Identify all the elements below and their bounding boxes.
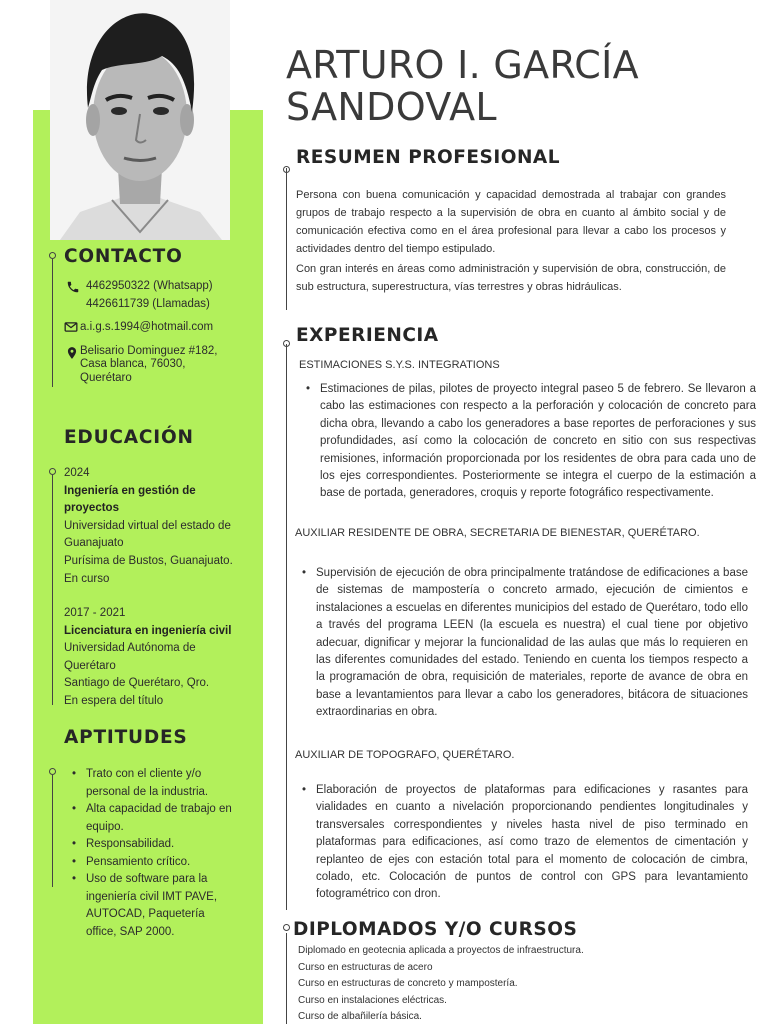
- education-timeline-dot: [49, 468, 56, 475]
- education-status: En curso: [64, 572, 110, 585]
- education-status: En espera del título: [64, 694, 164, 707]
- experience-job-title: AUXILIAR DE TOPOGRAFO, QUERÉTARO.: [295, 749, 515, 761]
- experience-job-title: ESTIMACIONES S.Y.S. INTEGRATIONS: [299, 359, 500, 371]
- education-school: Universidad virtual del estado de: [64, 519, 231, 532]
- summary-timeline-line: [286, 168, 287, 310]
- summary-section-title: RESUMEN PROFESIONAL: [296, 147, 561, 168]
- education-place: Purísima de Bustos, Guanajuato.: [64, 554, 233, 567]
- contact-section-title: CONTACTO: [64, 246, 183, 267]
- education-degree: Ingeniería en gestión de: [64, 484, 196, 497]
- course-item: Diplomado en geotecnia aplicada a proyectos de infraestructura.: [298, 945, 584, 956]
- email-icon: [64, 320, 78, 334]
- summary-timeline-dot: [283, 166, 290, 173]
- course-item: Curso en estructuras de concreto y mampostería.: [298, 978, 518, 989]
- courses-list: [298, 943, 718, 1024]
- course-item: Curso en estructuras de acero: [298, 961, 433, 973]
- contact-timeline-line: [52, 259, 53, 387]
- education-year: 2024: [64, 467, 90, 479]
- candidate-name-line1: ARTURO I. GARCÍA: [286, 43, 639, 87]
- education-school-cont: Guanajuato: [64, 537, 124, 550]
- course-item: Curso de albañilería básica.: [298, 1011, 422, 1022]
- contact-phone-whatsapp: 4462950322 (Whatsapp): [86, 280, 213, 292]
- location-pin-icon: [65, 346, 79, 360]
- education-school: Universidad Autónoma de: [64, 642, 196, 655]
- skill-item: • Uso de software para la ingeniería civil IMT PAVE, AUTOCAD, Paquetería office, SAP 2000.: [70, 871, 235, 941]
- experience-job-description: • Estimaciones de pilas, pilotes de proyecto integral paseo 5 de febrero. Se llevaron a cabo las estimaciones con respecto a la perforación y colocación de concreto para dicha obra, llevando a cabo los generadores a base reportes de perforaciones y sus profundidades, así como la colocación de concreto en sitio con sus respectivas remisiones, información proporcionada por los residentes de obra para cada uno de los ejes correspondientes. Posteriormente se integra el cuerpo de la estimación a base de portada, generadores, croquis y reporte fotográfico respectivamente.: [300, 381, 756, 503]
- courses-section-title: DIPLOMADOS Y/O CURSOS: [293, 919, 578, 940]
- contact-address-line3: Querétaro: [80, 372, 132, 384]
- skill-item: • Alta capacidad de trabajo en equipo.: [70, 801, 235, 836]
- skills-timeline-line: [52, 775, 53, 887]
- education-degree: Licenciatura en ingeniería civil: [64, 624, 232, 637]
- experience-timeline-dot: [283, 340, 290, 347]
- candidate-name: [286, 44, 756, 128]
- courses-timeline-line: [286, 933, 287, 1024]
- education-degree-cont: proyectos: [64, 502, 119, 515]
- summary-paragraph-1: Persona con buena comunicación y capacidad demostrada al trabajar con grandes grupos de trabajo respecto a la supervisión de obra en cuanto al ámbito social y de comunicación efectiva como en el área profesional para llevar a cabo los procesos y actividades dentro del tiempo estipulado.: [296, 189, 726, 255]
- skill-item: • Pensamiento crítico.: [70, 854, 235, 872]
- education-item-1: [64, 465, 254, 588]
- experience-job-description: • Elaboración de proyectos de plataformas para edificaciones y rasantes para vialidades en cuanto a nivelación proporcionando pendientes longitudinales y transversales correspondientes y niveles hasta nivel de piso terminado en plataformas para edificaciones, así como trazo de elementos de cimentación y replanteo de ejes con estación total para el momento de colocación de cimbra, colado, etc. Colocación de puntos de control con GPS para levantamiento fotogramétrico con dron.: [296, 782, 748, 904]
- courses-timeline-dot: [283, 924, 290, 931]
- skills-timeline-dot: [49, 768, 56, 775]
- experience-timeline-line: [286, 344, 287, 910]
- profile-photo: [50, 0, 230, 240]
- portrait-illustration: [50, 0, 230, 240]
- contact-email: a.i.g.s.1994@hotmail.com: [80, 321, 214, 333]
- education-place: Santiago de Querétaro, Qro.: [64, 677, 210, 690]
- experience-section-title: EXPERIENCIA: [296, 325, 439, 346]
- summary-paragraph-2: Con gran interés en áreas como administración y supervisión de obra, construcción, de sub estructura, superestructura, vías terrestres y obras hidráulicas.: [296, 263, 726, 293]
- experience-job-title: AUXILIAR RESIDENTE DE OBRA, SECRETARIA DE BIENESTAR, QUERÉTARO.: [295, 527, 700, 539]
- skills-list: [70, 766, 235, 941]
- skill-item: • Responsabilidad.: [70, 836, 235, 854]
- experience-job-description: • Supervisión de ejecución de obra principalmente tratándose de edificaciones a base de sistemas de mampostería o concreto armado, ejecución de cimientos e instalaciones a escuelas en diferentes municipios del estado de Querétaro, todo ello a través del programa LEEN (la escuela es nuestra) el cual tiene por objetivo adecuar, dignificar y mejorar la funcionalidad de las aulas que más lo requieren en las diferentes comunidades del estado. Teniendo en cuenta los tiempos respecto a la programación de obra, requisición de materiales, reporte de avance de obra en base a levantamientos para llevar a cabo los generadores, bitácora de situaciones extraordinarias en obra.: [296, 565, 748, 722]
- course-item: Curso en instalaciones eléctricas.: [298, 994, 447, 1006]
- contact-phone-calls: 4426611739 (Llamadas): [86, 298, 210, 310]
- education-section-title: EDUCACIÓN: [64, 427, 194, 448]
- education-school-cont: Querétaro: [64, 659, 116, 672]
- skills-section-title: APTITUDES: [64, 727, 188, 748]
- education-item-2: [64, 605, 254, 711]
- contact-timeline-dot: [49, 252, 56, 259]
- contact-address-line1: Belisario Dominguez #182,: [80, 345, 218, 357]
- education-timeline-line: [52, 475, 53, 705]
- candidate-name-line2: SANDOVAL: [286, 85, 497, 129]
- skill-item: • Trato con el cliente y/o personal de la industria.: [70, 766, 235, 801]
- phone-icon: [66, 280, 80, 294]
- contact-address-line2: Casa blanca, 76030,: [80, 358, 186, 370]
- education-year: 2017 - 2021: [64, 607, 126, 619]
